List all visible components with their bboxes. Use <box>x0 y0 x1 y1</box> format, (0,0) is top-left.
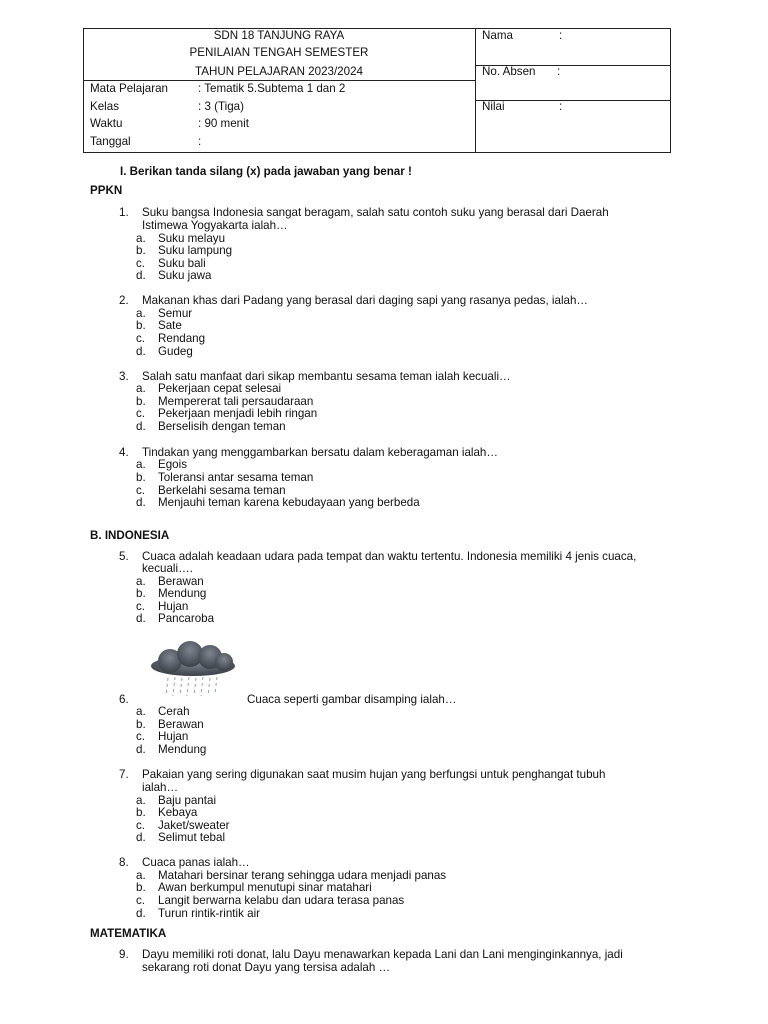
question-text: Makanan khas dari Padang yang berasal dari daging sapi yang rasanya pedas, ialah… <box>142 294 589 307</box>
field-label-class: Kelas <box>90 100 120 113</box>
field-colon-absen: : <box>557 65 561 78</box>
option-letter: d. <box>136 269 146 282</box>
option-letter: d. <box>136 831 146 844</box>
option-letter: b. <box>136 587 146 600</box>
option-letter: c. <box>136 332 146 345</box>
option-letter: d. <box>136 496 146 509</box>
option-letter: d. <box>136 743 146 756</box>
question-number: 2. <box>119 294 129 307</box>
option-text: Berselisih dengan teman <box>158 420 286 433</box>
option-text: Berawan <box>158 575 204 588</box>
option-text: Baju pantai <box>158 794 217 807</box>
option-letter: c. <box>136 407 146 420</box>
option-text: Cerah <box>158 705 190 718</box>
option-letter: c. <box>136 600 146 613</box>
instruction: I. Berikan tanda silang (x) pada jawaban yang benar ! <box>120 165 412 178</box>
section-bindonesia: B. INDONESIA <box>90 529 170 542</box>
question-number: 8. <box>119 856 129 869</box>
field-label-name: Nama <box>482 29 513 42</box>
field-label-subject: Mata Pelajaran <box>90 82 168 95</box>
option-letter: d. <box>136 345 146 358</box>
option-letter: a. <box>136 794 146 807</box>
question-text: Pakaian yang sering digunakan saat musim hujan yang berfungsi untuk penghangat tubuh <box>142 768 606 781</box>
academic-year: TAHUN PELAJARAN 2023/2024 <box>195 65 363 78</box>
rain-cloud-icon <box>148 640 238 698</box>
option-text: Mendung <box>158 743 207 756</box>
option-text: Berkelahi sesama teman <box>158 484 286 497</box>
question-text: kecuali…. <box>142 562 193 575</box>
option-letter: d. <box>136 907 146 920</box>
option-letter: a. <box>136 458 146 471</box>
question-number: 1. <box>119 206 129 219</box>
question-number: 5. <box>119 550 129 563</box>
header-divider-left <box>83 80 475 81</box>
question-number: 9. <box>119 948 129 961</box>
field-value-subject: : Tematik 5.Subtema 1 dan 2 <box>198 82 346 95</box>
option-text: Pancaroba <box>158 612 215 625</box>
field-colon-name: : <box>559 29 563 42</box>
question-number: 7. <box>119 768 129 781</box>
option-letter: a. <box>136 382 146 395</box>
option-letter: c. <box>136 484 146 497</box>
option-text: Semur <box>158 307 193 320</box>
school-name: SDN 18 TANJUNG RAYA <box>213 29 345 42</box>
option-letter: a. <box>136 869 146 882</box>
option-text: Gudeg <box>158 345 193 358</box>
question-number: 3. <box>119 370 129 383</box>
option-text: Matahari bersinar terang sehingga udara menjadi panas <box>158 869 447 882</box>
option-text: Mendung <box>158 587 207 600</box>
question-text: Cuaca panas ialah… <box>142 856 250 869</box>
option-text: Rendang <box>158 332 206 345</box>
question-text: ialah… <box>142 781 179 794</box>
option-text: Jaket/sweater <box>158 819 230 832</box>
question-text: Istimewa Yogyakarta ialah… <box>142 219 288 232</box>
section-matematika: MATEMATIKA <box>90 927 167 940</box>
option-text: Mempererat tali persaudaraan <box>158 395 314 408</box>
option-text: Suku lampung <box>158 244 233 257</box>
question-text: Cuaca seperti gambar disamping ialah… <box>247 693 457 706</box>
field-value-date: : <box>198 135 202 148</box>
exam-title: PENILAIAN TENGAH SEMESTER <box>189 46 369 59</box>
option-letter: b. <box>136 806 146 819</box>
option-letter: c. <box>136 894 146 907</box>
field-label-time: Waktu <box>90 117 123 130</box>
question-text: Tindakan yang menggambarkan bersatu dalam keberagaman ialah… <box>142 446 498 459</box>
option-letter: c. <box>136 819 146 832</box>
option-text: Suku bali <box>158 257 206 270</box>
option-letter: b. <box>136 718 146 731</box>
option-letter: b. <box>136 319 146 332</box>
option-text: Pekerjaan menjadi lebih ringan <box>158 407 318 420</box>
question-text: Dayu memiliki roti donat, lalu Dayu menawarkan kepada Lani dan Lani menginginkannya, jadi <box>142 948 623 961</box>
option-text: Pekerjaan cepat selesai <box>158 382 282 395</box>
header-divider-vertical <box>475 28 476 153</box>
question-number: 4. <box>119 446 129 459</box>
option-text: Turun rintik-rintik air <box>158 907 260 920</box>
option-letter: b. <box>136 395 146 408</box>
option-text: Awan berkumpul menutupi sinar matahari <box>158 881 372 894</box>
question-text: Salah satu manfaat dari sikap membantu sesama teman ialah kecuali… <box>142 370 511 383</box>
question-text: Cuaca adalah keadaan udara pada tempat dan waktu tertentu. Indonesia memiliki 4 jenis cuaca, <box>142 550 637 563</box>
option-letter: b. <box>136 881 146 894</box>
option-text: Egois <box>158 458 188 471</box>
option-text: Hujan <box>158 730 189 743</box>
field-label-absen: No. Absen <box>482 65 536 78</box>
option-text: Berawan <box>158 718 204 731</box>
option-text: Langit berwarna kelabu dan udara terasa panas <box>158 894 405 907</box>
option-letter: a. <box>136 232 146 245</box>
option-letter: a. <box>136 307 146 320</box>
question-text: Suku bangsa Indonesia sangat beragam, salah satu contoh suku yang berasal dari Daerah <box>142 206 609 219</box>
field-colon-score: : <box>559 100 563 113</box>
option-text: Suku melayu <box>158 232 226 245</box>
option-text: Menjauhi teman karena kebudayaan yang berbeda <box>158 496 420 509</box>
option-letter: b. <box>136 244 146 257</box>
option-letter: b. <box>136 471 146 484</box>
field-value-class: : 3 (Tiga) <box>198 100 244 113</box>
option-letter: d. <box>136 612 146 625</box>
option-letter: c. <box>136 730 146 743</box>
question-number: 6. <box>119 693 129 706</box>
field-value-time: : 90 menit <box>198 117 249 130</box>
option-letter: a. <box>136 575 146 588</box>
question-text: sekarang roti donat Dayu yang tersisa adalah … <box>142 961 391 974</box>
field-label-score: Nilai <box>482 100 505 113</box>
option-letter: c. <box>136 257 146 270</box>
field-label-date: Tanggal <box>90 135 131 148</box>
option-text: Hujan <box>158 600 189 613</box>
option-text: Sate <box>158 319 182 332</box>
option-text: Selimut tebal <box>158 831 226 844</box>
option-text: Kebaya <box>158 806 198 819</box>
option-letter: d. <box>136 420 146 433</box>
section-ppkn: PPKN <box>90 184 123 197</box>
option-letter: a. <box>136 705 146 718</box>
option-text: Toleransi antar sesama teman <box>158 471 314 484</box>
option-text: Suku jawa <box>158 269 212 282</box>
